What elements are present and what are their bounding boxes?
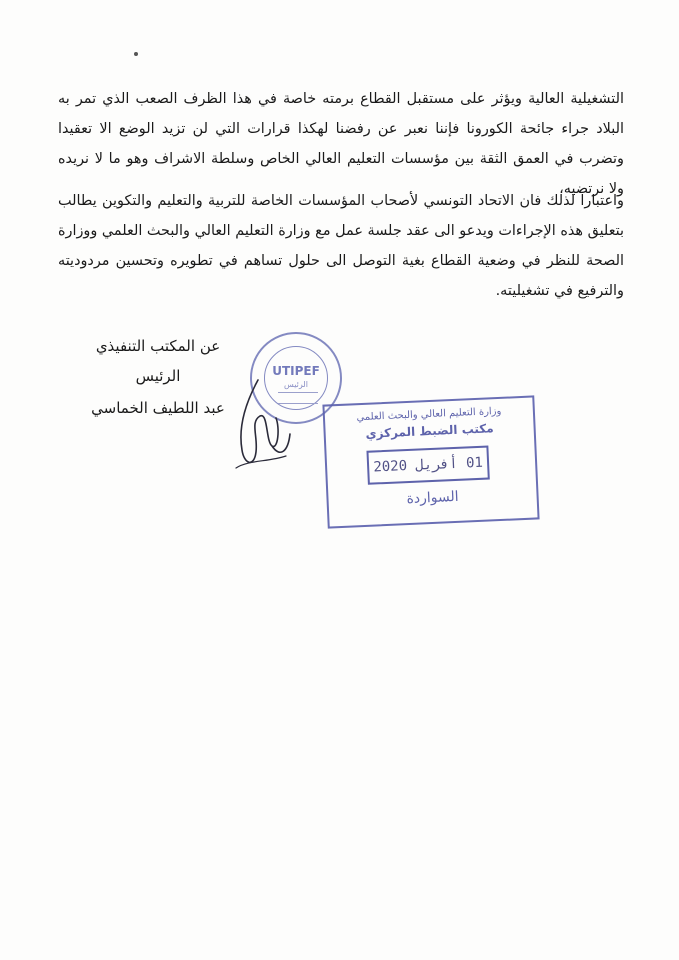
handwritten-signature (228, 372, 298, 482)
stamp-date-box (366, 445, 489, 484)
body-paragraph-2: واعتبارا لذلك فان الاتحاد التونسي لأصحاب المؤسسات الخاصة للتربية والتعليم والتكوين يطالب بتعليق هذه الإجراءات ويدعو الى عقد جلسة عمل مع وزارة التعليم العالي والبحث العلمي ووزارة الصحة للنظر في وضعية القطاع بغية التوصل الى حلول تساهم في تطويره وتحسين مردوديته والترفيع في تشغيليته. (58, 193, 624, 299)
stamp-date-day: 01 (465, 454, 484, 472)
stamp-office: مكتب الضبط المركزي (365, 421, 494, 441)
reception-stamp (322, 395, 539, 528)
stamp-footer: السواردة (406, 488, 459, 508)
stamp-date-year: 2020 (373, 458, 408, 476)
stamp-date-month: أفريل (415, 455, 458, 474)
body-paragraph-1: التشغيلية العالية ويؤثر على مستقبل القطاع برمته خاصة في هذا الظرف الصعب الذي تمر به البلاد جراء جائحة الكورونا فإننا نعبر عن رفضنا لهكذا قرارات التي لن تزيد الوضع الا تعقيدا وتضرب في العمق الثقة بين مؤسسات التعليم العالي الخاص وسلطة الاشراف وهو ما لا نريده ولا نرتضيه، (58, 91, 624, 197)
stamp-brand: UTIPEF (272, 364, 320, 378)
signature-name: عبد اللطيف الخماسي (91, 399, 225, 417)
signature-office: عن المكتب التنفيذي (95, 337, 221, 355)
stamp-organization: وزارة التعليم العالي والبحث العلمي (356, 405, 502, 424)
ink-dot (134, 52, 138, 56)
signature-title: الرئيس (135, 367, 181, 385)
stamp-role: الرئيس (284, 380, 308, 389)
